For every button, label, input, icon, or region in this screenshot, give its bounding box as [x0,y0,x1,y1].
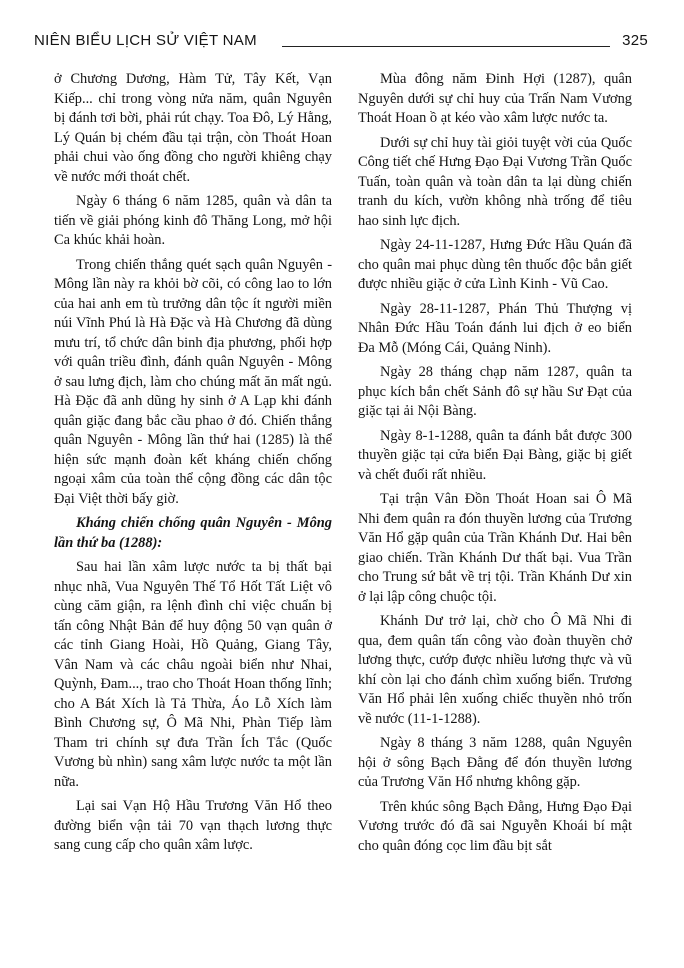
paragraph: Ngày 8 tháng 3 năm 1288, quân Nguyên hội ở sông Bạch Đằng để đón thuyền lương của Trương Văn Hổ nhưng không gặp. [358,735,632,790]
page-number: 325 [622,32,648,49]
paragraph: Ngày 8-1-1288, quân ta đánh bắt được 300 thuyền giặc tại cửa biển Đại Bàng, giặc bị giết và chết đuối rất nhiều. [358,427,632,483]
running-header [34,28,648,52]
right-column [358,70,632,861]
paragraph: ở Chương Dương, Hàm Tử, Tây Kết, Vạn Kiếp... chỉ trong vòng nửa năm, quân Nguyên bị đánh tơi bời, phải rút chạy. Toa Đô, Lý Hằng, Lý Quán bị chém đầu tại trận, còn Thoát Hoan phải chui vào ống đồng cho người khiêng chạy về nước mới thoát chết. [54,71,332,185]
paragraph: Lại sai Vạn Hộ Hầu Trương Văn Hổ theo đường biển vận tải 70 vạn thạch lương thực sang cung cấp cho quân xâm lược. [54,798,332,853]
paragraph: Ngày 28 tháng chạp năm 1287, quân ta phục kích bắn chết Sảnh đô sự hầu Sư Đạt của giặc tại ải Nội Bàng. [358,364,632,419]
header-rule [282,46,610,47]
paragraph: Mùa đông năm Đinh Hợi (1287), quân Nguyên dưới sự chỉ huy của Trấn Nam Vương Thoát Hoan ồ ạt kéo vào xâm lược nước ta. [358,71,632,126]
left-column [54,70,332,861]
paragraph: Tại trận Vân Đồn Thoát Hoan sai Ô Mã Nhi đem quân ra đón thuyền lương của Trương Văn Hổ gặp quân của Trần Khánh Dư. Hai bên giao chiến. Trần Khánh Dư thất bại. Vua Trần cho Trung sứ bắt về trị tội. Trần Khánh Dư xin ở lại lập công chuộc tội. [358,491,632,605]
paragraph: Ngày 28-11-1287, Phán Thủ Thượng vị Nhân Đức Hầu Toán đánh lui địch ở eo biển Đa Mỗ (Móng Cái, Quảng Ninh). [358,300,632,356]
paragraph: Trên khúc sông Bạch Đằng, Hưng Đạo Đại Vương trước đó đã sai Nguyễn Khoái bí mật cho quân đóng cọc lim đầu bịt sắt [358,798,632,854]
paragraph: Dưới sự chỉ huy tài giỏi tuyệt vời của Quốc Công tiết chế Hưng Đạo Đại Vương Trần Quốc Tuấn, toàn quân và toàn dân ta lại dùng chiến tranh du kích, vườn không nhà trống để tiêu hao sinh lực địch. [358,134,632,229]
section-heading: Kháng chiến chống quân Nguyên - Mông lần thứ ba (1288): [54,515,332,551]
paragraph: Khánh Dư trở lại, chờ cho Ô Mã Nhi đi qua, đem quân tấn công vào đoàn thuyền chở lương thực, cướp được nhiều lương thực và vũ khí còn lại cho đánh chìm xuống biển. Trương Văn Hổ phải lên xuống chiếc thuyền nhỏ trốn về nước (11-1-1288). [358,613,632,727]
paragraph: Trong chiến thắng quét sạch quân Nguyên - Mông lần này ra khỏi bờ cõi, có công lao to lớn của hai anh em tù trưởng dân tộc ít người miền núi Vĩnh Phú là Hà Đặc và Hà Chương đã dùng mưu trí, tổ chức dân binh địa phương, phối hợp với quân triều đình, đánh quân Nguyên - Mông ở sau lưng địch, làm cho chúng mất ăn mất ngủ. Hà Đặc đã anh dũng hy sinh ở A Lạp khi đánh quân giặc đang bắc cầu phao ở đó. Chiến thắng quân Nguyên - Mông lần thứ hai (1285) là thể hiện sức mạnh đoàn kết kháng chiến chống ngoại xâm của toàn thể cộng đồng các dân tộc Đại Việt thời bấy giờ. [54,256,332,507]
paragraph: Ngày 6 tháng 6 năm 1285, quân và dân ta tiến về giải phóng kinh đô Thăng Long, mở hội Ca khúc khải hoàn. [54,193,332,248]
running-title: NIÊN BIỂU LỊCH SỬ VIỆT NAM [34,32,257,49]
paragraph: Ngày 24-11-1287, Hưng Đức Hầu Quán đã cho quân mai phục dùng tên thuốc độc bắn giết được nhiều giặc ở cửa Lình Kinh - Vũ Cao. [358,237,632,292]
paragraph: Sau hai lần xâm lược nước ta bị thất bại nhục nhã, Vua Nguyên Thế Tổ Hốt Tất Liệt vô cùng căm giận, ra lệnh đình chỉ việc chuẩn bị tấn công Nhật Bản để huy động 50 vạn quân ở các tỉnh Giang Hoài, Hồ Quảng, Giang Tây, Vân Nam và các châu ngoài biển như Nhai, Quỳnh, Đam..., trao cho Thoát Hoan thống lĩnh; cho A Bát Xích là Tả Thừa, Áo Lỗ Xích làm Bình Chương sự, Ô Mã Nhi, Phàn Tiếp làm Tham tri chính sự đưa Trần Ích Tắc (Quốc Vương bù nhìn) sang xâm lược nước ta một lần nữa. [54,559,332,790]
